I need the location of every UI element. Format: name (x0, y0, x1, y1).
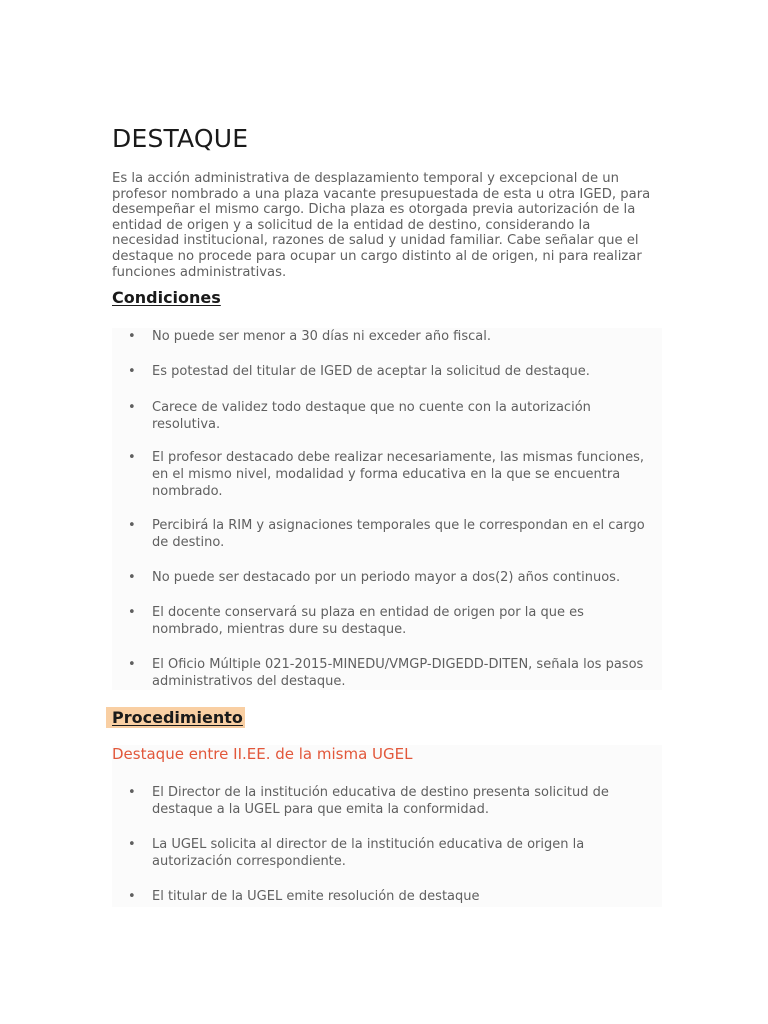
bullet-icon: • (128, 889, 136, 904)
procedimiento-subheading: Destaque entre II.EE. de la misma UGEL (112, 745, 413, 763)
list-item (112, 328, 662, 345)
bullet-icon: • (128, 400, 136, 415)
list-item (112, 399, 662, 433)
list-item-text: El Director de la institución educativa de destino presenta solicitud de destaque a la UGEL para que emita la conformidad. (152, 785, 609, 817)
bullet-icon: • (128, 329, 136, 344)
bullet-icon: • (128, 570, 136, 585)
bullet-icon: • (128, 518, 136, 533)
list-item (112, 569, 662, 586)
condiciones-heading: Condiciones (112, 288, 221, 307)
list-item (112, 888, 662, 905)
list-item-text: Percibirá la RIM y asignaciones temporales que le correspondan en el cargo de destino. (152, 518, 645, 550)
list-item-text: La UGEL solicita al director de la institución educativa de origen la autorización correspondiente. (152, 837, 585, 869)
procedimiento-heading: Procedimiento (106, 707, 245, 728)
bullet-icon: • (128, 605, 136, 620)
list-item (112, 836, 662, 870)
bullet-icon: • (128, 785, 136, 800)
procedimiento-list-box (112, 745, 662, 907)
condiciones-list-box (112, 328, 662, 690)
list-item-text: El docente conservará su plaza en entidad de origen por la que es nombrado, mientras dure su destaque. (152, 605, 584, 637)
bullet-icon: • (128, 450, 136, 465)
list-item-text: El Oficio Múltiple 021-2015-MINEDU/VMGP-DIGEDD-DITEN, señala los pasos administrativos del destaque. (152, 657, 644, 689)
list-item-text: Carece de validez todo destaque que no cuente con la autorización resolutiva. (152, 400, 591, 432)
list-item (112, 656, 662, 690)
list-item (112, 449, 662, 500)
list-item (112, 604, 662, 638)
intro-paragraph: Es la acción administrativa de desplazamiento temporal y excepcional de un profesor nombrado a una plaza vacante presupuestada de esta u otra IGED, para desempeñar el mismo cargo. Dicha plaza es otorgada previa autorización de la entidad de origen y a solicitud de la entidad de destino, considerando la necesidad institucional, razones de salud y unidad familiar. Cabe señalar que el destaque no procede para ocupar un cargo distinto al de origen, ni para realizar funciones administrativas. (112, 171, 651, 280)
list-item (112, 517, 662, 551)
page-title: DESTAQUE (112, 124, 249, 153)
bullet-icon: • (128, 657, 136, 672)
bullet-icon: • (128, 837, 136, 852)
bullet-icon: • (128, 364, 136, 379)
list-item-text: No puede ser menor a 30 días ni exceder año fiscal. (152, 329, 491, 344)
list-item-text: No puede ser destacado por un periodo mayor a dos(2) años continuos. (152, 570, 621, 585)
list-item (112, 363, 662, 380)
list-item-text: El profesor destacado debe realizar necesariamente, las mismas funciones, en el mismo nivel, modalidad y forma educativa en la que se encuentra nombrado. (152, 450, 644, 499)
list-item-text: El titular de la UGEL emite resolución de destaque (152, 889, 480, 904)
list-item-text: Es potestad del titular de IGED de aceptar la solicitud de destaque. (152, 364, 590, 379)
list-item (112, 784, 662, 818)
